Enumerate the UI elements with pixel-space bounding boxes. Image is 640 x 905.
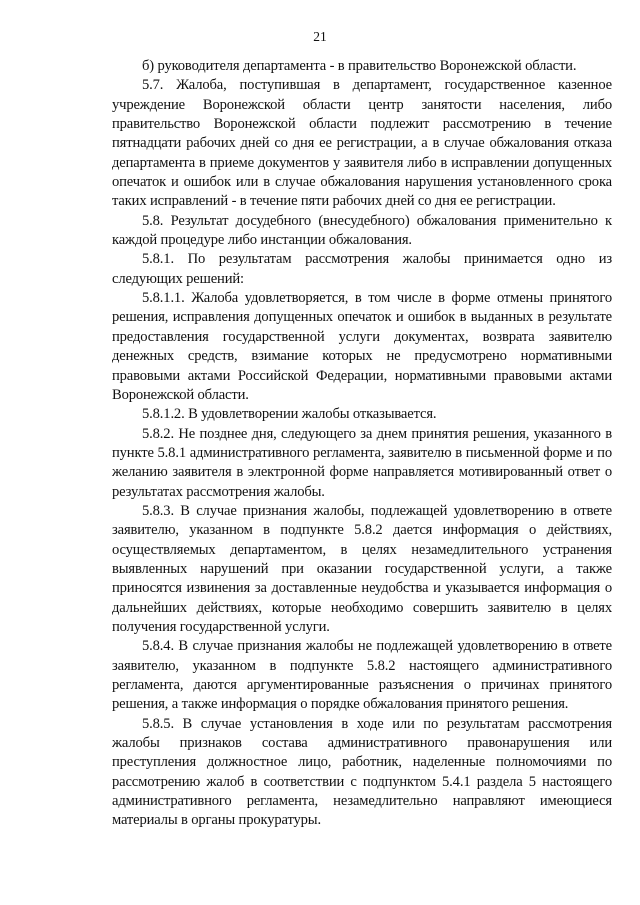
- paragraph-5-8: 5.8. Результат досудебного (внесудебного) обжалования применительно к каждой процедуре либо инстанции обжалования.: [112, 212, 612, 249]
- paragraph-5-8-1: 5.8.1. По результатам рассмотрения жалобы принимается одно из следующих решений:: [112, 251, 612, 287]
- paragraph-5-8-1-1: 5.8.1.1. Жалоба удовлетворяется, в том числе в форме отмены принятого решения, исправления допущенных опечаток и ошибок в выданных в результате предоставления государственной услуги документах, возврата заявителю денежных средств, взимание которых не предусмотрено нормативными правовыми актами Российской Федерации, нормативными правовыми актами Воронежской области.: [112, 290, 612, 403]
- page-number: 21: [313, 29, 327, 44]
- paragraph-5-8-3: 5.8.3. В случае признания жалобы, подлежащей удовлетворению в ответе заявителю, указанном в подпункте 5.8.2 дается информация о действиях, осуществляемых департаментом, в целях незамедлительного устранения выявленных нарушений при оказании государственной услуги, а также приносятся извинения за доставленные неудобства и указывается информация о дальнейших действиях, которые необходимо совершить заявителю в целях получения государственной услуги.: [112, 502, 612, 635]
- paragraph-b-head-of-department: б) руководителя департамента - в правительство Воронежской области.: [142, 58, 577, 74]
- paragraph-5-7: 5.7. Жалоба, поступившая в департамент, государственное казенное учреждение Воронежской области центр занятости населения, либо правительство Воронежской области подлежит рассмотрению в течение пятнадцати рабочих дней со дня ее регистрации, а в случае обжалования отказа департамента в приеме документов у заявителя либо в исправлении допущенных опечаток и ошибок или в случае обжалования нарушения установленного срока таких исправлений - в течение пяти рабочих дней со дня ее регистрации.: [112, 77, 612, 210]
- paragraph-5-8-1-2: 5.8.1.2. В удовлетворении жалобы отказывается.: [142, 406, 437, 423]
- paragraph-5-8-4: 5.8.4. В случае признания жалобы не подлежащей удовлетворению в ответе заявителю, указанном в подпункте 5.8.2 настоящего административного регламента, даются аргументированные разъяснения о причинах принятого решения, а также информация о порядке обжалования принятого решения.: [112, 638, 612, 713]
- document-body: [112, 57, 612, 831]
- paragraph-5-8-2: 5.8.2. Не позднее дня, следующего за днем принятия решения, указанного в пункте 5.8.1 административного регламента, заявителю в письменной форме и по желанию заявителя в электронной форме направляется мотивированный ответ о результатах рассмотрения жалобы.: [112, 425, 612, 500]
- paragraph-5-8-5: 5.8.5. В случае установления в ходе или по результатам рассмотрения жалобы признаков состава административного правонарушения или преступления должностное лицо, работник, наделенные полномочиями по рассмотрению жалоб в соответствии с подпунктом 5.4.1 раздела 5 настоящего административного регламента, незамедлительно направляют имеющиеся материалы в органы прокуратуры.: [112, 715, 612, 829]
